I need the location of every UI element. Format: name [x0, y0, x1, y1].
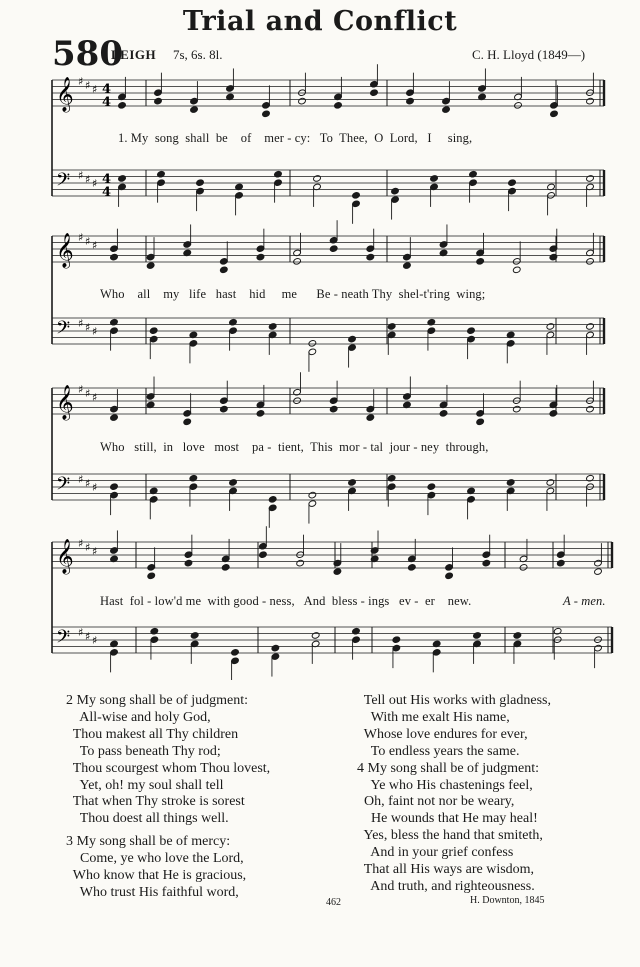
note-head: [403, 262, 412, 270]
note-head: [556, 559, 565, 567]
page-number: 462: [326, 897, 341, 908]
tune-name: LEIGH: [111, 47, 157, 62]
note-head: [586, 97, 595, 105]
note-head: [256, 410, 265, 418]
note-head: [329, 405, 338, 413]
note-head: [508, 179, 517, 187]
note-head: [293, 258, 302, 266]
note-head: [329, 245, 338, 253]
note-head: [348, 335, 357, 343]
sharp-icon: ♯: [85, 173, 91, 186]
note-head: [467, 327, 476, 335]
note-head: [110, 414, 119, 422]
note-head: [430, 175, 439, 183]
note-head: [190, 632, 199, 640]
verse-line: Who trust His faithful word,: [66, 884, 239, 900]
lyric-line-1: 1. My song shall be of mer - cy: To Thee, O Lord, I sing,: [118, 131, 473, 145]
sharp-icon: ♯: [85, 79, 91, 92]
verses-left-column: [66, 693, 270, 902]
note-head: [366, 414, 375, 422]
note-head: [512, 266, 521, 274]
sharp-icon: ♯: [85, 387, 91, 400]
treble-clef-icon: 𝄞: [56, 385, 74, 420]
sharp-icon: ♯: [92, 83, 98, 96]
time-signature-top: 4: [102, 172, 112, 187]
note-head: [586, 405, 595, 413]
lyric-line-3: Who still, in love most pa - tient, This mor - tal jour - ney through,: [100, 440, 489, 454]
verse-line: Who know that He is gracious,: [66, 868, 247, 884]
hymn-number: 580: [52, 34, 123, 74]
section-title: Trial and Conflict: [182, 6, 458, 37]
time-signature-bottom: 4: [102, 95, 112, 110]
sharp-icon: ♯: [92, 239, 98, 252]
sharp-icon: ♯: [78, 75, 84, 88]
note-head: [513, 632, 522, 640]
note-head: [256, 253, 265, 261]
amen-text: A - men.: [563, 594, 606, 608]
sharp-icon: ♯: [78, 231, 84, 244]
note-head: [333, 568, 342, 576]
bass-clef-icon: 𝄢: [56, 627, 71, 652]
note-head: [110, 253, 119, 261]
note-head: [586, 175, 595, 183]
sharp-icon: ♯: [85, 541, 91, 554]
verse-line: 3 My song shall be of mercy:: [66, 834, 231, 850]
verse-line: Ye who His chastenings feel,: [357, 777, 533, 793]
note-head: [366, 253, 375, 261]
note-head: [442, 106, 451, 114]
sharp-icon: ♯: [78, 537, 84, 550]
verse-line: Whose love endures for ever,: [357, 726, 528, 742]
sharp-icon: ♯: [92, 325, 98, 338]
note-head: [549, 410, 558, 418]
hymn-author: H. Downton, 1845: [470, 895, 545, 906]
note-head: [271, 644, 280, 652]
verse-line: Yet, oh! my soul shall tell: [66, 777, 224, 793]
bass-clef-icon: 𝄢: [56, 474, 71, 499]
note-head: [268, 496, 277, 504]
note-head: [190, 106, 199, 114]
note-head: [473, 632, 482, 640]
verse-line: 4 My song shall be of judgment:: [357, 760, 539, 776]
note-head: [231, 649, 240, 657]
note-head: [387, 323, 396, 331]
sharp-icon: ♯: [92, 177, 98, 190]
note-head: [392, 636, 401, 644]
sharp-icon: ♯: [78, 473, 84, 486]
verse-line: Oh, faint not nor be weary,: [357, 794, 515, 810]
note-head: [118, 102, 127, 110]
note-head: [268, 323, 277, 331]
note-head: [334, 102, 343, 110]
verse-line: To endless years the same.: [357, 743, 520, 759]
note-head: [594, 568, 603, 576]
verse-line: That all His ways are wisdom,: [357, 862, 535, 878]
note-head: [146, 262, 155, 270]
note-head: [519, 564, 528, 572]
treble-clef-icon: 𝄞: [56, 233, 74, 268]
verse-line: With me exalt His name,: [357, 709, 510, 725]
note-head: [313, 175, 322, 183]
bass-clef-icon: 𝄢: [56, 318, 71, 343]
verse-line: Thou scourgest whom Thou lovest,: [66, 760, 271, 776]
note-head: [184, 559, 193, 567]
note-head: [370, 89, 379, 97]
note-head: [445, 572, 454, 580]
time-signature-bottom: 4: [102, 185, 112, 200]
note-head: [308, 491, 317, 499]
note-head: [550, 110, 559, 118]
note-head: [348, 479, 357, 487]
note-head: [147, 572, 156, 580]
note-head: [221, 564, 230, 572]
sharp-icon: ♯: [92, 545, 98, 558]
verse-line: Yes, bless the hand that smiteth,: [357, 828, 543, 844]
sharp-icon: ♯: [78, 317, 84, 330]
note-head: [149, 327, 158, 335]
sharp-icon: ♯: [85, 477, 91, 490]
verse-line: That when Thy stroke is sorest: [66, 794, 245, 810]
note-head: [406, 97, 415, 105]
note-head: [391, 187, 400, 195]
note-head: [183, 418, 192, 426]
note-head: [506, 479, 515, 487]
note-head: [298, 97, 307, 105]
note-head: [546, 479, 555, 487]
sharp-icon: ♯: [92, 391, 98, 404]
time-signature-top: 4: [102, 82, 112, 97]
bass-clef-icon: 𝄢: [56, 170, 71, 195]
note-head: [311, 632, 320, 640]
note-head: [476, 418, 485, 426]
verse-line: 2 My song shall be of judgment:: [66, 693, 248, 708]
note-head: [220, 405, 229, 413]
note-head: [482, 559, 491, 567]
sharp-icon: ♯: [92, 481, 98, 494]
note-head: [586, 258, 595, 266]
note-head: [352, 192, 361, 200]
sharp-icon: ♯: [78, 169, 84, 182]
note-head: [220, 266, 229, 274]
note-head: [476, 258, 485, 266]
lyric-line-2: Who all my life hast hid me Be - neath Thy shel-t'ring wing;: [100, 287, 486, 301]
note-head: [408, 564, 417, 572]
sharp-icon: ♯: [92, 634, 98, 647]
note-head: [586, 323, 595, 331]
note-head: [154, 97, 163, 105]
verse-line: Thou doest all things well.: [66, 811, 229, 827]
verse-line: All-wise and holy God,: [66, 709, 211, 725]
note-head: [514, 102, 523, 110]
verse-line: Tell out His works with gladness,: [357, 693, 551, 708]
meter: 7s, 6s. 8l.: [173, 47, 223, 62]
note-head: [229, 479, 238, 487]
verse-line: And in your grief confess: [357, 845, 514, 861]
note-head: [439, 410, 448, 418]
note-head: [196, 179, 205, 187]
note-head: [512, 405, 521, 413]
verse-line: Thou makest all Thy children: [66, 726, 239, 742]
sharp-icon: ♯: [85, 321, 91, 334]
note-head: [259, 551, 268, 559]
verse-line: To pass beneath Thy rod;: [66, 743, 221, 759]
note-head: [262, 110, 271, 118]
note-head: [546, 323, 555, 331]
verse-line: Come, ye who love the Lord,: [66, 851, 244, 867]
treble-clef-icon: 𝄞: [56, 77, 74, 112]
sharp-icon: ♯: [78, 626, 84, 639]
note-head: [308, 340, 317, 348]
sharp-icon: ♯: [85, 235, 91, 248]
verse-line: And truth, and righteousness.: [357, 878, 535, 894]
note-head: [296, 559, 305, 567]
verses-right-column: [357, 693, 551, 896]
treble-clef-icon: 𝄞: [56, 539, 74, 574]
sharp-icon: ♯: [78, 383, 84, 396]
note-head: [110, 483, 119, 491]
verse-line: He wounds that He may heal!: [357, 811, 538, 827]
lyric-line-4: Hast fol - low'd me with good - ness, And bless - ings ev - er new.: [100, 594, 472, 608]
note-head: [427, 483, 436, 491]
sharp-icon: ♯: [85, 630, 91, 643]
composer: C. H. Lloyd (1849—): [472, 47, 586, 62]
note-head: [118, 175, 127, 183]
